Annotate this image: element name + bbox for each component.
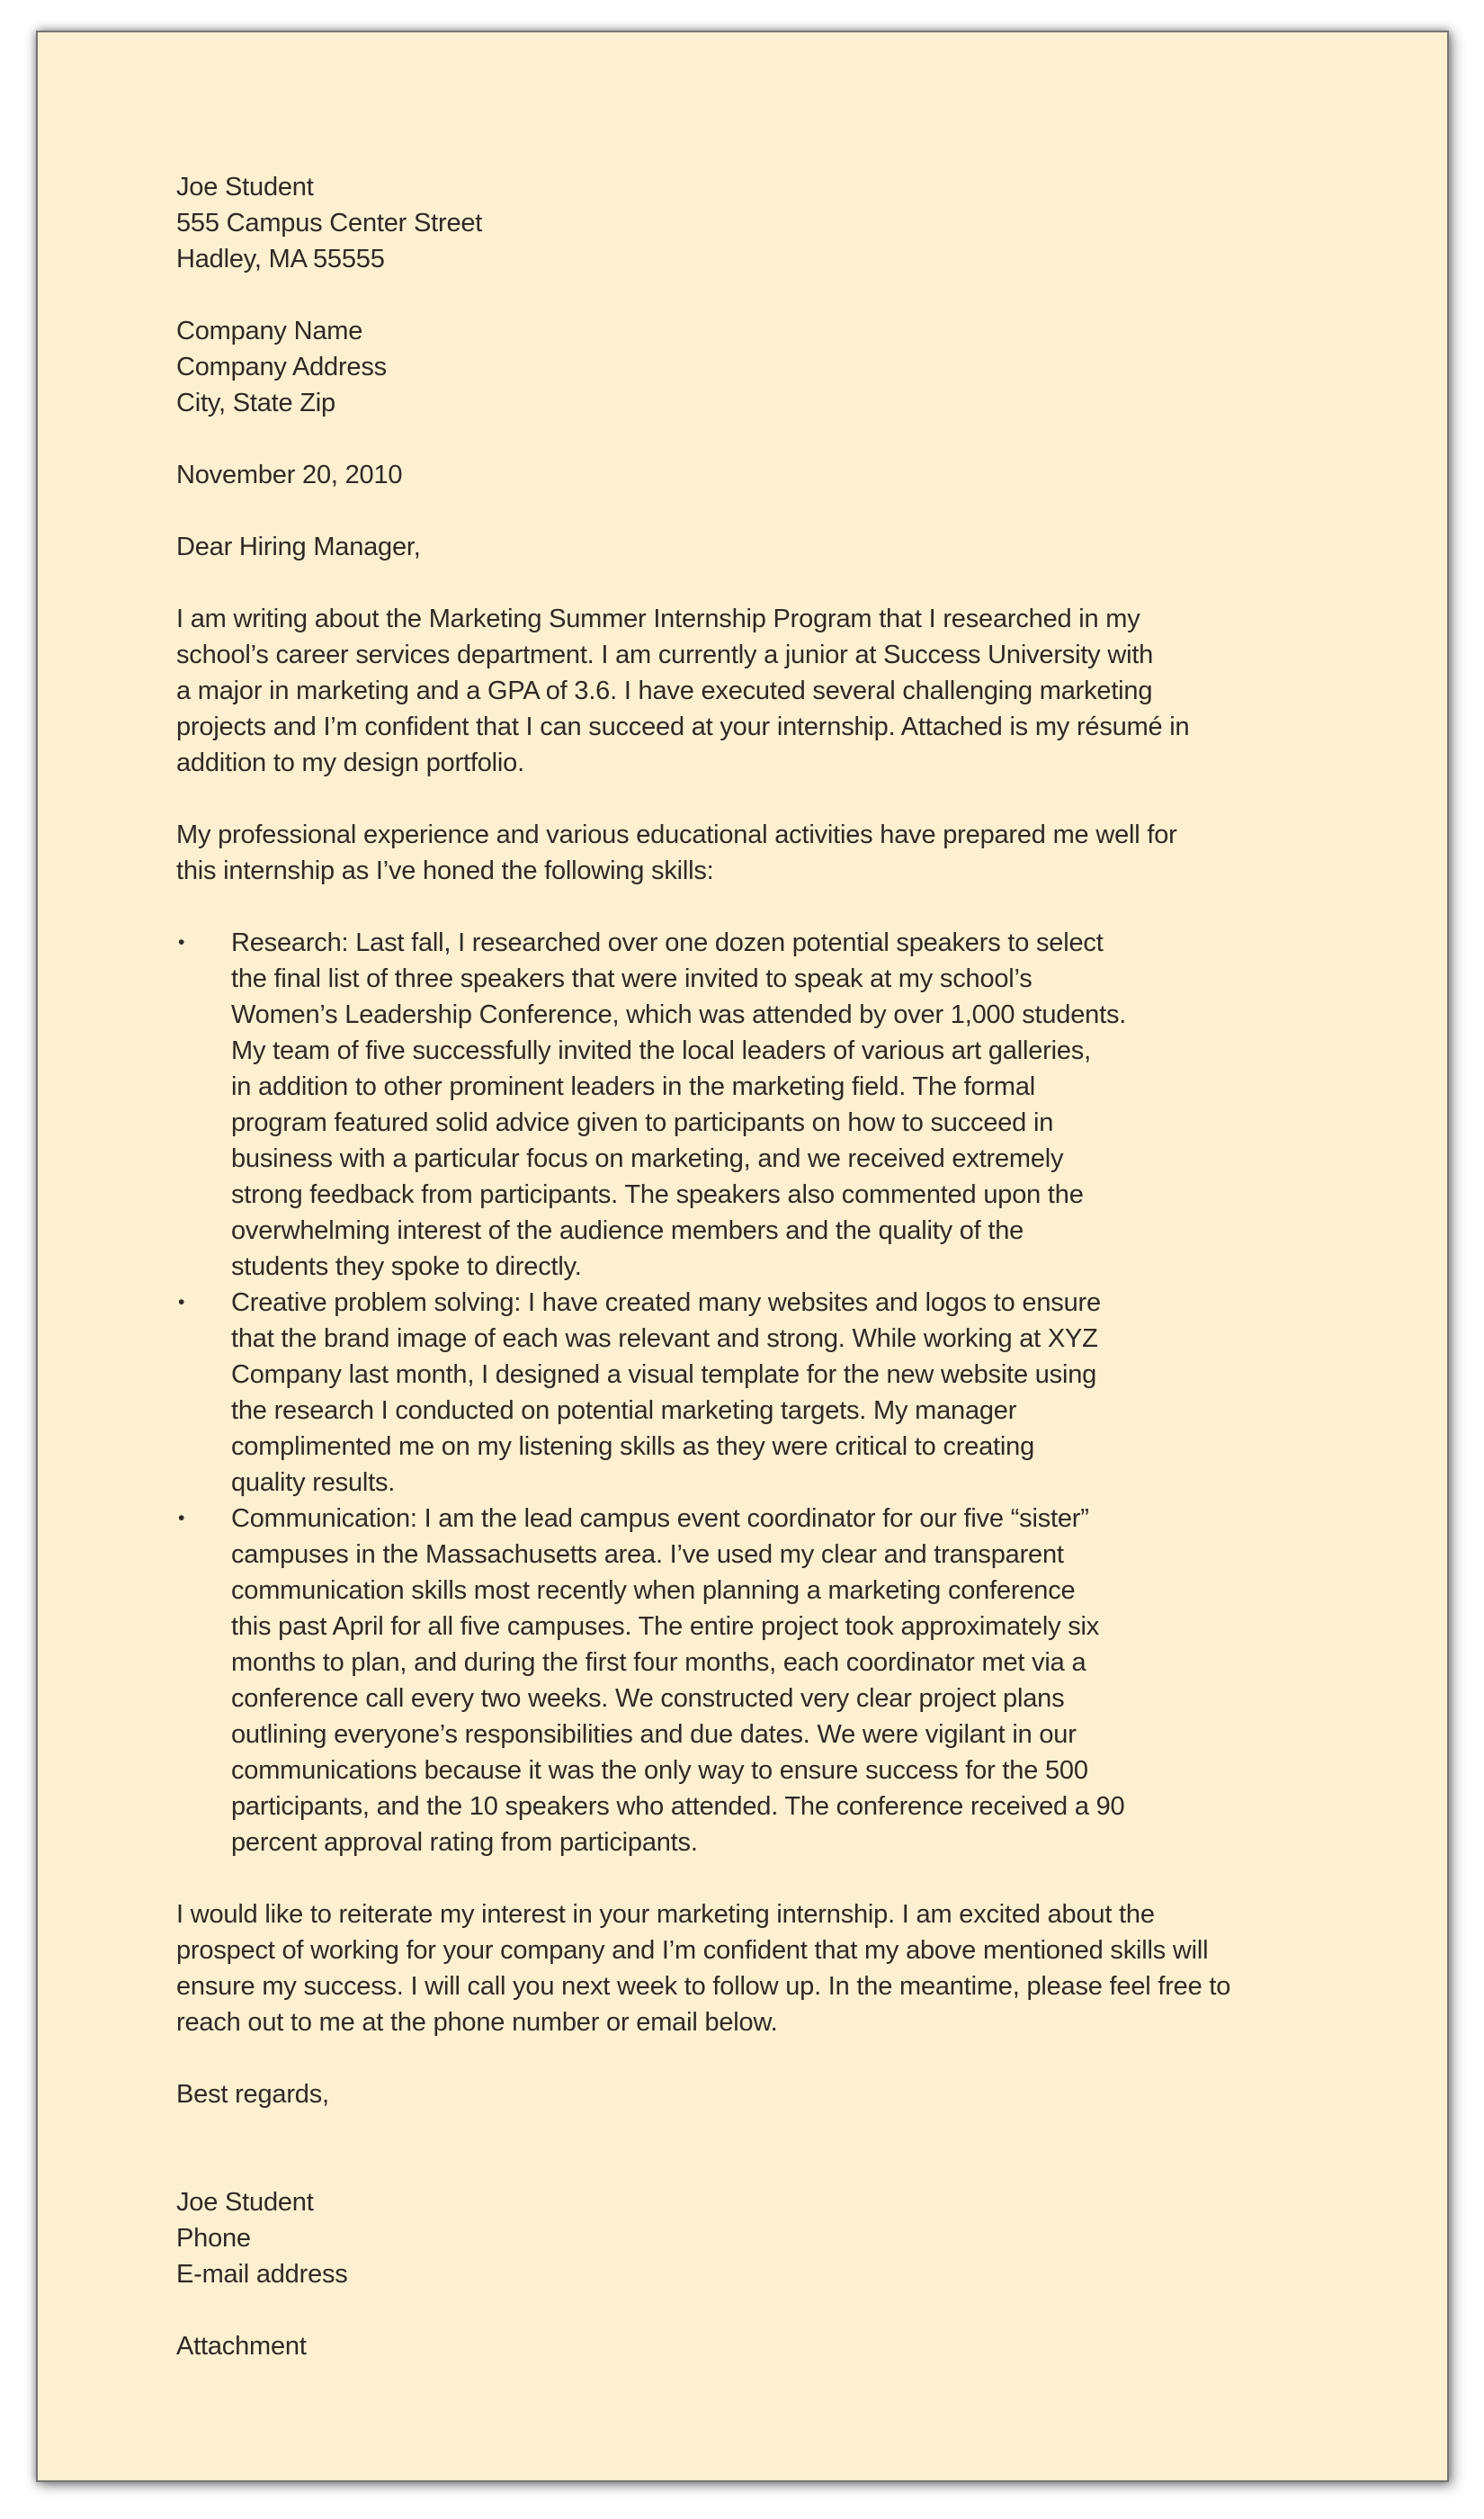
sender-address-block: [176, 169, 1339, 277]
sender-address-line: Joe Student: [176, 173, 314, 202]
closing-paragraph: [176, 1896, 1339, 2040]
date-line: November 20, 2010: [176, 461, 403, 489]
skill-bullet-item: [176, 925, 1339, 1285]
bullet-first-line: [176, 1285, 1339, 1321]
bullet-continuation-line: the research I conducted on potential marketing targets. My manager: [231, 1396, 1017, 1425]
signature-line: E-mail address: [176, 2260, 348, 2289]
bullet-continuation-line: percent approval rating from participants.: [231, 1828, 698, 1857]
bullet-marker-icon: •: [178, 1508, 185, 1528]
bullet-first-line: [176, 925, 1339, 961]
bullet-line-text: Creative problem solving: I have created many websites and logos to ensure: [231, 1288, 1101, 1317]
bullet-continuation-line: business with a particular focus on marketing, and we received extremely: [231, 1144, 1064, 1173]
intro-paragraph-line: projects and I’m confident that I can succeed at your internship. Attached is my résumé in: [176, 713, 1190, 741]
letter-page: [36, 31, 1449, 2482]
sign-off-line: Best regards,: [176, 2080, 329, 2109]
bullet-continuation-line: months to plan, and during the first four months, each coordinator met via a: [231, 1648, 1086, 1677]
bullet-continuation-line: this past April for all five campuses. The entire project took approximately six: [231, 1612, 1100, 1641]
bullet-marker-icon: •: [178, 1292, 185, 1313]
salutation-block: [176, 529, 1339, 565]
closing-paragraph-line: ensure my success. I will call you next week to follow up. In the meantime, please feel free to: [176, 1972, 1231, 2001]
date-block: [176, 457, 1339, 493]
sender-address-line: 555 Campus Center Street: [176, 209, 483, 238]
skills-intro-paragraph: [176, 817, 1339, 889]
intro-paragraph-line: addition to my design portfolio.: [176, 749, 524, 777]
attachment-block: [176, 2328, 1339, 2364]
signature-block: [176, 2184, 1339, 2292]
closing-paragraph-line: prospect of working for your company and I’m confident that my above mentioned skills will: [176, 1936, 1209, 1965]
bullet-continuation-line: Women’s Leadership Conference, which was attended by over 1,000 students.: [231, 1000, 1127, 1029]
bullet-line-text: Research: Last fall, I researched over one dozen potential speakers to select: [231, 928, 1104, 957]
bullet-continuation-line: conference call every two weeks. We constructed very clear project plans: [231, 1684, 1065, 1713]
bullet-continuation-line: My team of five successfully invited the local leaders of various art galleries,: [231, 1036, 1091, 1065]
signature-line: Joe Student: [176, 2188, 314, 2217]
intro-paragraph-line: school’s career services department. I am currently a junior at Success University with: [176, 641, 1154, 669]
intro-paragraph-line: I am writing about the Marketing Summer Internship Program that I researched in my: [176, 605, 1140, 633]
skills-intro-line: My professional experience and various educational activities have prepared me well for: [176, 820, 1177, 849]
intro-paragraph: [176, 601, 1339, 781]
bullet-first-line: [176, 1501, 1339, 1537]
recipient-address-line: Company Name: [176, 317, 363, 345]
bullet-continuation-line: outlining everyone’s responsibilities and due dates. We were vigilant in our: [231, 1720, 1077, 1749]
skill-bullet-item: [176, 1285, 1339, 1501]
closing-paragraph-line: I would like to reiterate my interest in your marketing internship. I am excited about the: [176, 1900, 1155, 1929]
bullet-continuation-line: students they spoke to directly.: [231, 1252, 582, 1281]
bullet-continuation-line: communication skills most recently when planning a marketing conference: [231, 1576, 1076, 1605]
letter-content: [38, 32, 1447, 2364]
bullet-continuation-line: that the brand image of each was relevant and strong. While working at XYZ: [231, 1324, 1098, 1353]
recipient-address-line: Company Address: [176, 353, 387, 381]
skills-bullet-list: [176, 925, 1339, 1860]
signature-line: Phone: [176, 2224, 251, 2253]
bullet-continuation-line: the final list of three speakers that were invited to speak at my school’s: [231, 964, 1033, 993]
bullet-continuation-line: communications because it was the only way to ensure success for the 500: [231, 1756, 1088, 1785]
bullet-continuation-line: complimented me on my listening skills as they were critical to creating: [231, 1432, 1035, 1461]
bullet-continuation-line: participants, and the 10 speakers who attended. The conference received a 90: [231, 1792, 1125, 1821]
recipient-address-block: [176, 313, 1339, 421]
sign-off-block: [176, 2076, 1339, 2112]
sender-address-line: Hadley, MA 55555: [176, 245, 385, 273]
bullet-continuation-line: strong feedback from participants. The speakers also commented upon the: [231, 1180, 1084, 1209]
bullet-continuation-line: campuses in the Massachusetts area. I’ve used my clear and transparent: [231, 1540, 1064, 1569]
intro-paragraph-line: a major in marketing and a GPA of 3.6. I have executed several challenging marketing: [176, 677, 1153, 705]
bullet-continuation-line: program featured solid advice given to participants on how to succeed in: [231, 1108, 1054, 1137]
recipient-address-line: City, State Zip: [176, 389, 335, 417]
attachment-note: Attachment: [176, 2332, 307, 2361]
salutation-line: Dear Hiring Manager,: [176, 533, 421, 561]
bullet-line-text: Communication: I am the lead campus event coordinator for our five “sister”: [231, 1504, 1089, 1533]
skill-bullet-item: [176, 1501, 1339, 1860]
bullet-continuation-line: overwhelming interest of the audience members and the quality of the: [231, 1216, 1024, 1245]
closing-paragraph-line: reach out to me at the phone number or email below.: [176, 2008, 778, 2037]
skills-intro-line: this internship as I’ve honed the following skills:: [176, 856, 714, 885]
bullet-continuation-line: in addition to other prominent leaders in the marketing field. The formal: [231, 1072, 1036, 1101]
bullet-marker-icon: •: [178, 932, 185, 953]
bullet-continuation-line: Company last month, I designed a visual template for the new website using: [231, 1360, 1097, 1389]
bullet-continuation-line: quality results.: [231, 1468, 396, 1497]
